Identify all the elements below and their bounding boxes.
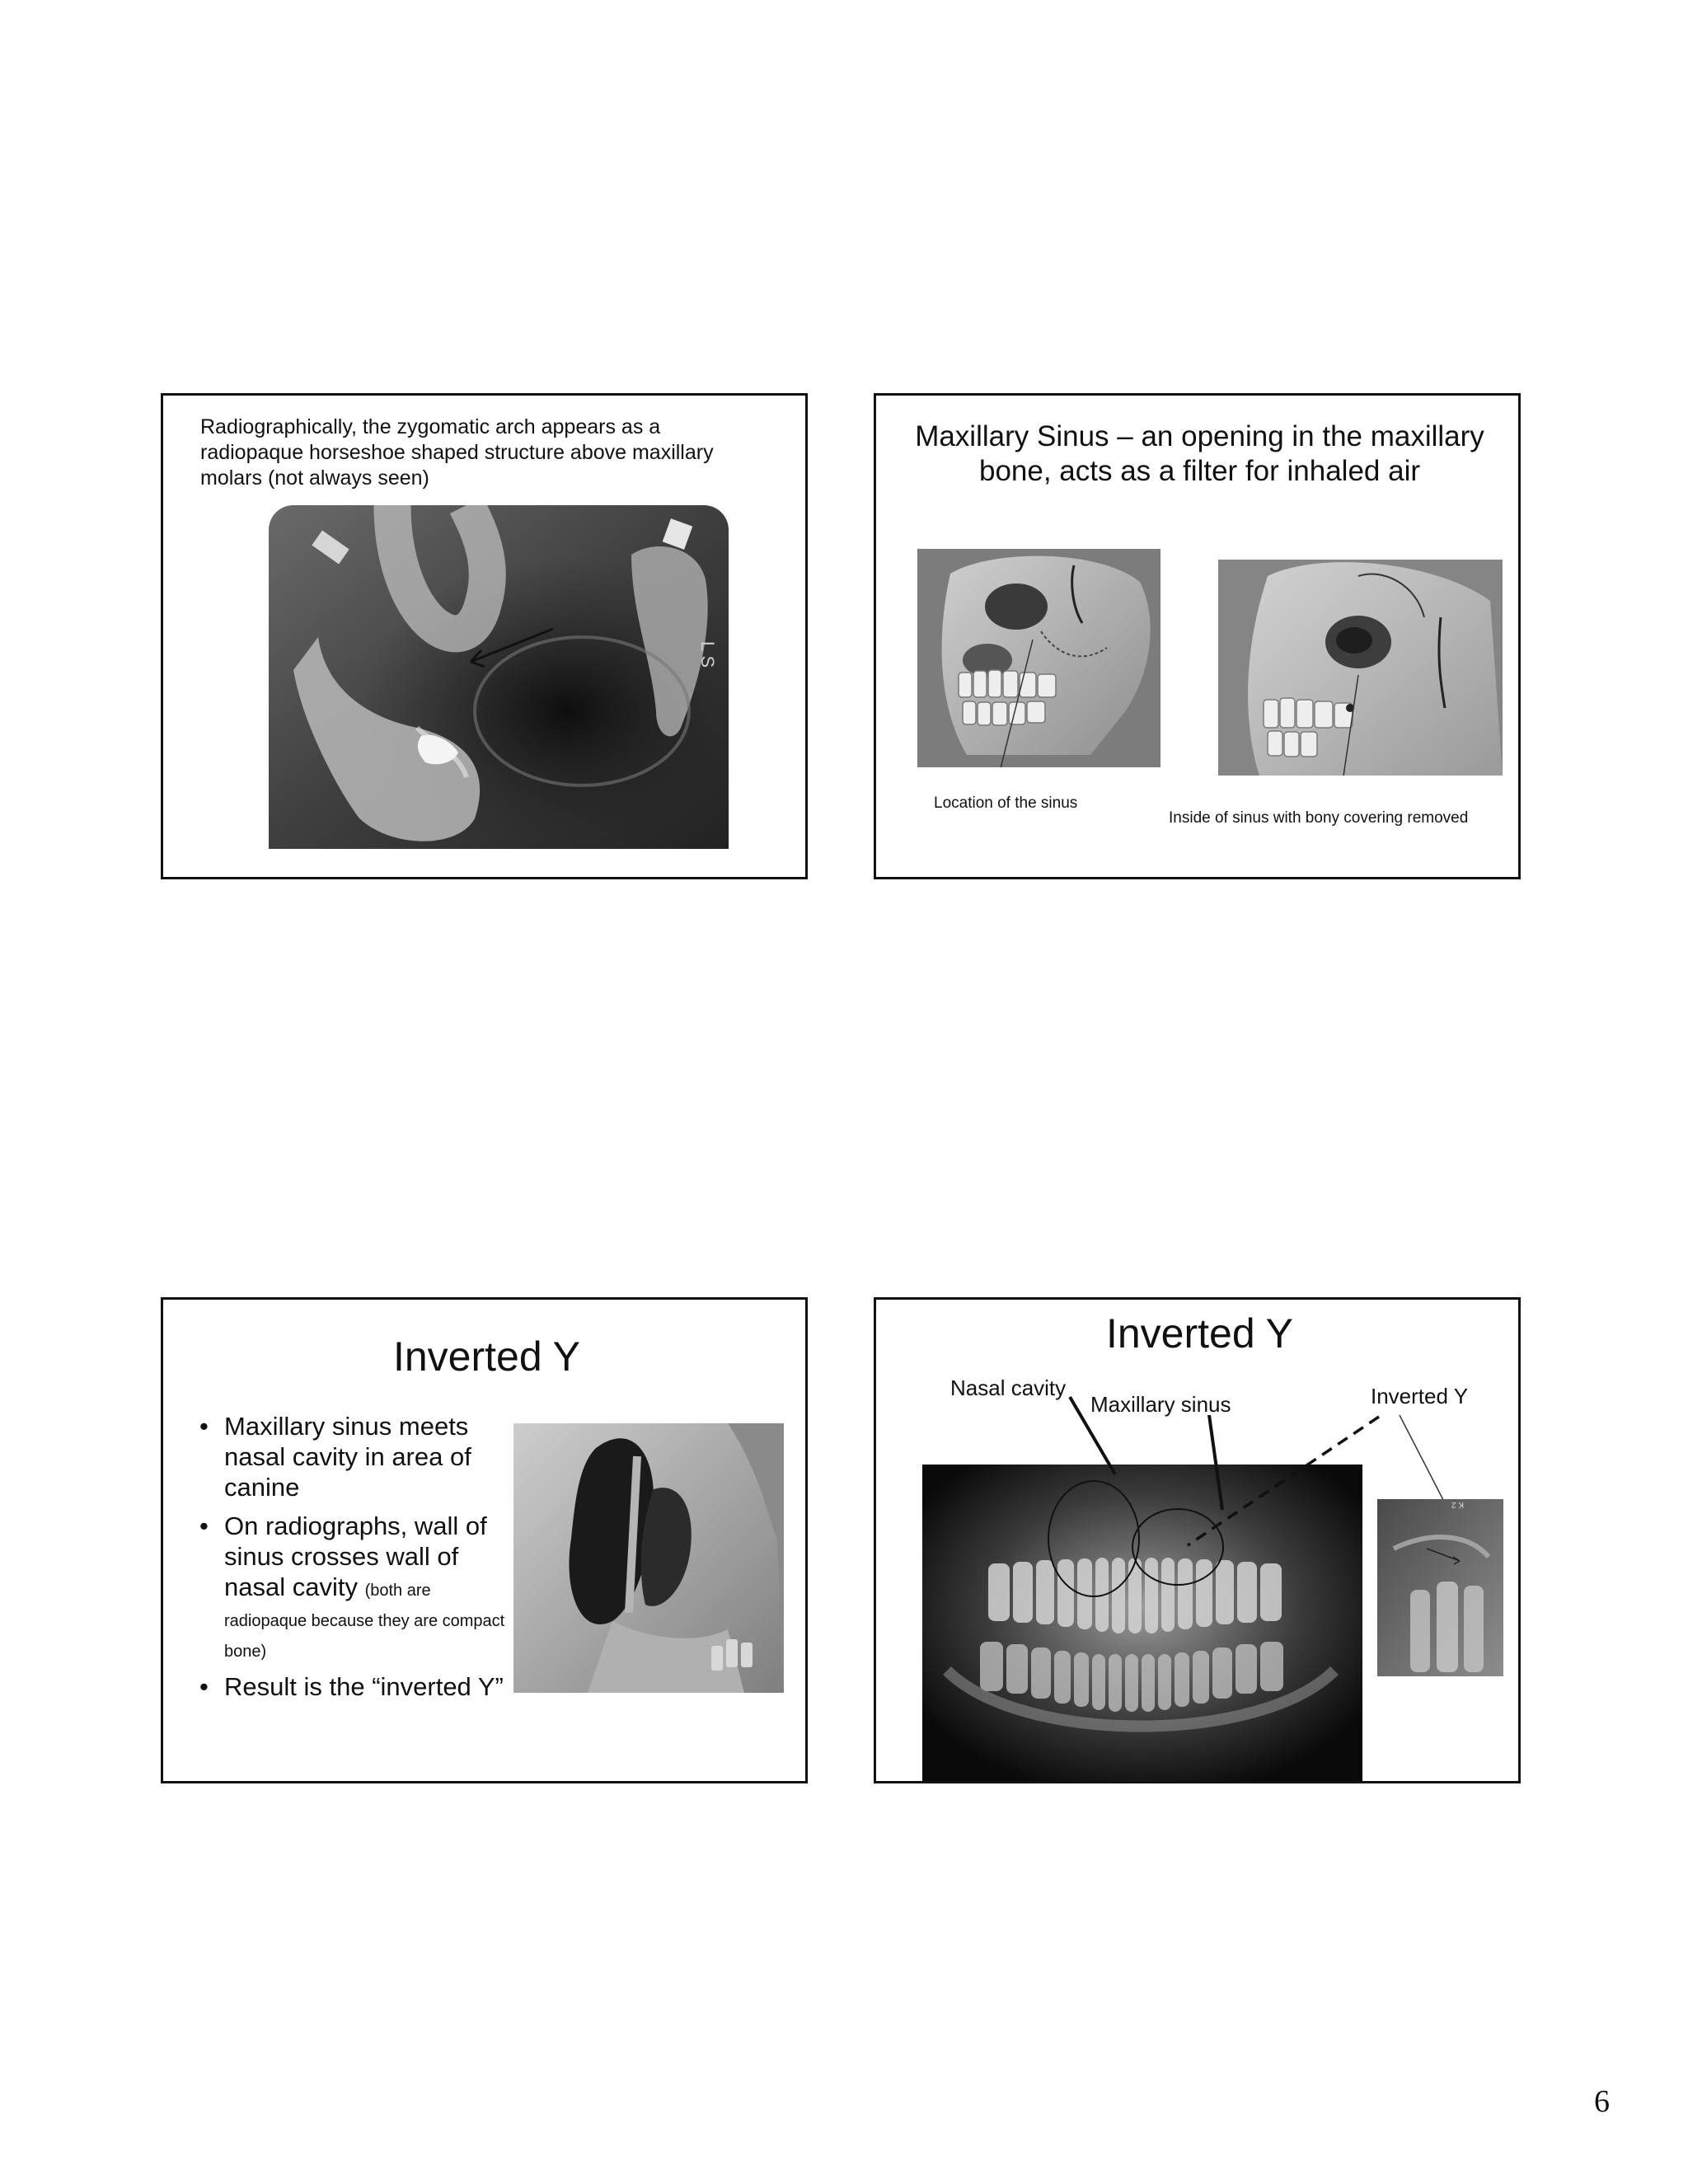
bullet-item: • Maxillary sinus meets nasal cavity in area of canine xyxy=(198,1411,515,1502)
skull-photo-right xyxy=(1218,560,1503,776)
label-nasal-cavity: Nasal cavity xyxy=(950,1376,1067,1400)
skull-photo-left xyxy=(917,549,1160,767)
radiograph-marking: L S xyxy=(697,641,718,668)
zygomatic-arch-radiograph xyxy=(269,505,729,849)
slide-maxillary-sinus xyxy=(874,393,1521,879)
slide-caption: Radiographically, the zygomatic arch appears as a radiopaque horseshoe shaped structure above maxillary molars (not always seen) xyxy=(200,415,714,490)
slide-title: Maxillary Sinus – an opening in the maxillary bone, acts as a filter for inhaled air xyxy=(915,420,1484,487)
slide-title: Inverted Y xyxy=(1105,1310,1293,1357)
label-inverted-y: Inverted Y xyxy=(1371,1384,1469,1408)
label-location-of-sinus: Location of the sinus xyxy=(934,794,1078,812)
periapical-radiograph xyxy=(1377,1499,1503,1676)
slide-inverted-y-text xyxy=(161,1297,808,1783)
bullet-item: • On radiographs, wall of sinus crosses wall of nasal cavity (both are radiopaque because they are compact bone) xyxy=(198,1511,515,1663)
svg-text:K 2: K 2 xyxy=(1451,1500,1464,1509)
bullet-item: • Result is the “inverted Y” xyxy=(198,1671,515,1702)
slide-zygomatic-arch xyxy=(161,393,808,879)
bullet-note: (both are radiopaque because they are compact bone) xyxy=(224,1582,505,1661)
slide-title: Inverted Y xyxy=(392,1333,580,1380)
label-inside-of-sinus: Inside of sinus with bony covering removed xyxy=(1169,809,1469,827)
label-maxillary-sinus: Maxillary sinus xyxy=(1090,1392,1231,1417)
page-number: 6 xyxy=(1594,2084,1610,2119)
bullet-list xyxy=(198,1411,515,1710)
slide-inverted-y-radiograph xyxy=(874,1297,1521,1783)
skull-nasal-cavity-photo xyxy=(513,1423,784,1693)
